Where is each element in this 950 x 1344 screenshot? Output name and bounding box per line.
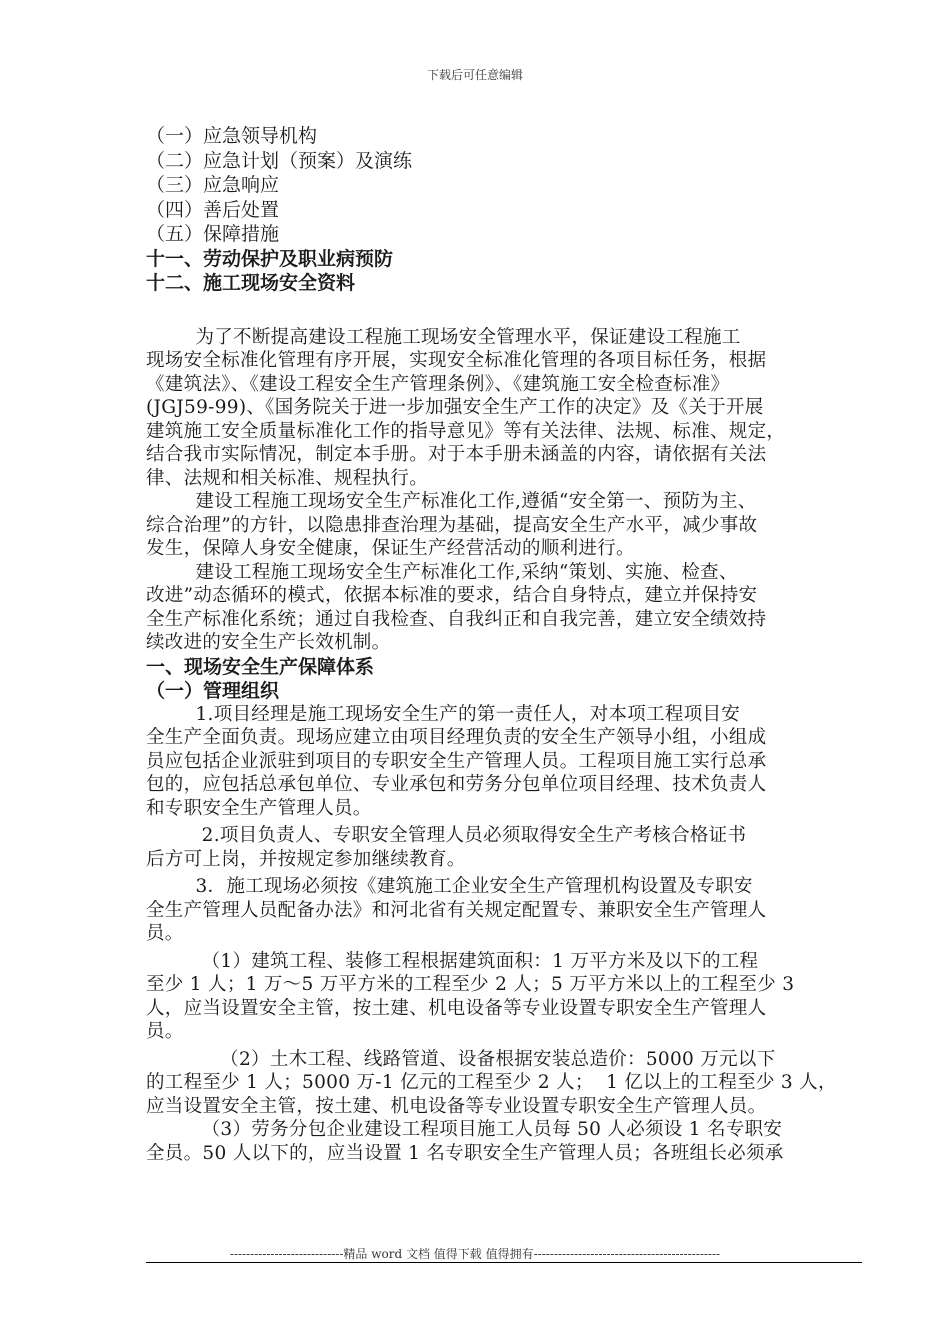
sub-item-3: （3）劳务分包企业建设工程项目施工人员每 50 人必须设 1 名专职安 全员。50 人以下的，应当设置 1 名专职安全生产管理人员；各班组长必须承 <box>146 1119 784 1164</box>
document-body <box>146 124 862 1165</box>
section-heading: 十一、劳动保护及职业病预防 <box>146 247 394 270</box>
section-heading: 十二、施工现场安全资料 <box>146 272 356 294</box>
page-footer: ----------------------------精品 word 文档 值得下载 值得拥有---------------------------------------------- <box>229 1247 721 1261</box>
intro-paragraph-2: 建设工程施工现场安全生产标准化工作,遵循“安全第一、预防为主、 综合治理”的方针，以隐患排查治理为基础，提高安全生产水平，减少事故 发生，保障人身安全健康，保证生产经营活动的顺利进行。 <box>146 491 758 559</box>
item-1: 1.项目经理是施工现场安全生产的第一责任人，对本项工程项目安 全生产全面负责。现场应建立由项目经理负责的安全生产领导小组，小组成 员应包括企业派驻到项目的专职安全生产管理人员。工程项目施工实行总承 包的，应包括总承包单位、专业承包和劳务分包单位项目经理、技术负责人 和专职安全生产管理人员。 <box>146 703 767 819</box>
item-3: 3．施工现场必须按《建筑施工企业安全生产管理机构设置及专职安 全生产管理人员配备办法》和河北省有关规定配置专、兼职安全生产管理人 员。 <box>146 876 767 944</box>
page-header: 下载后可任意编辑 <box>426 68 523 82</box>
sub-item-2: （2）土木工程、线路管道、设备根据安装总造价：5000 万元以下 的工程至少 1 人；5000 万-1 亿元的工程至少 2 人； 1 亿以上的工程至少 3 人， 应当设置安全主管，按土建、机电设备等专业设置专职安全生产管理人员。 <box>146 1048 837 1117</box>
footer-rule <box>146 1262 862 1263</box>
toc-item: （二）应急计划（预案）及演练 <box>146 149 413 172</box>
toc-item: （四）善后处置 <box>146 198 280 221</box>
toc-item: （五）保障措施 <box>146 223 280 245</box>
sub-item-1: （1）建筑工程、装修工程根据建筑面积：1 万平方米及以下的工程 至少 1 人；1 万～5 万平方米的工程至少 2 人；5 万平方米以上的工程至少 3 人，应当设置安全主管，按土建、机电设备等专业设置专职安全生产管理人 员。 <box>146 950 795 1042</box>
item-2: 2.项目负责人、专职安全管理人员必须取得安全生产考核合格证书 后方可上岗，并按规定参加继续教育。 <box>146 825 747 870</box>
toc-item: （三）应急响应 <box>146 174 280 196</box>
intro-paragraph-3: 建设工程施工现场安全生产标准化工作,采纳“策划、实施、检查、 改进”动态循环的模式，依据本标准的要求，结合自身特点，建立并保持安 全生产标准化系统；通过自我检查、自我纠正和自我完善，建立安全绩效持 续改进的安全生产长效机制。 <box>146 561 767 653</box>
toc-item: （一）应急领导机构 <box>146 125 318 147</box>
intro-paragraph-1: 为了不断提高建设工程施工现场安全管理水平，保证建设工程施工 现场安全标准化管理有序开展，实现安全标准化管理的各项目标任务，根据 《建筑法》、《建设工程安全生产管理条例》、《建筑施工安全检查标准》 (JGJ59-99)、《国务院关于进一步加强安全生产工作的决定》及《关于开展 建筑施工安全质量标准化工作的指导意见》等有关法律、法规、标准、规定， 结合我市实际情况，制定本手册。对于本手册未涵盖的内容，请依据有关法 律、法规和相关标准、规程执行。 <box>146 326 786 489</box>
subsection-title: （一）管理组织 <box>146 679 280 702</box>
chapter-title: 一、现场安全生产保障体系 <box>146 655 375 678</box>
